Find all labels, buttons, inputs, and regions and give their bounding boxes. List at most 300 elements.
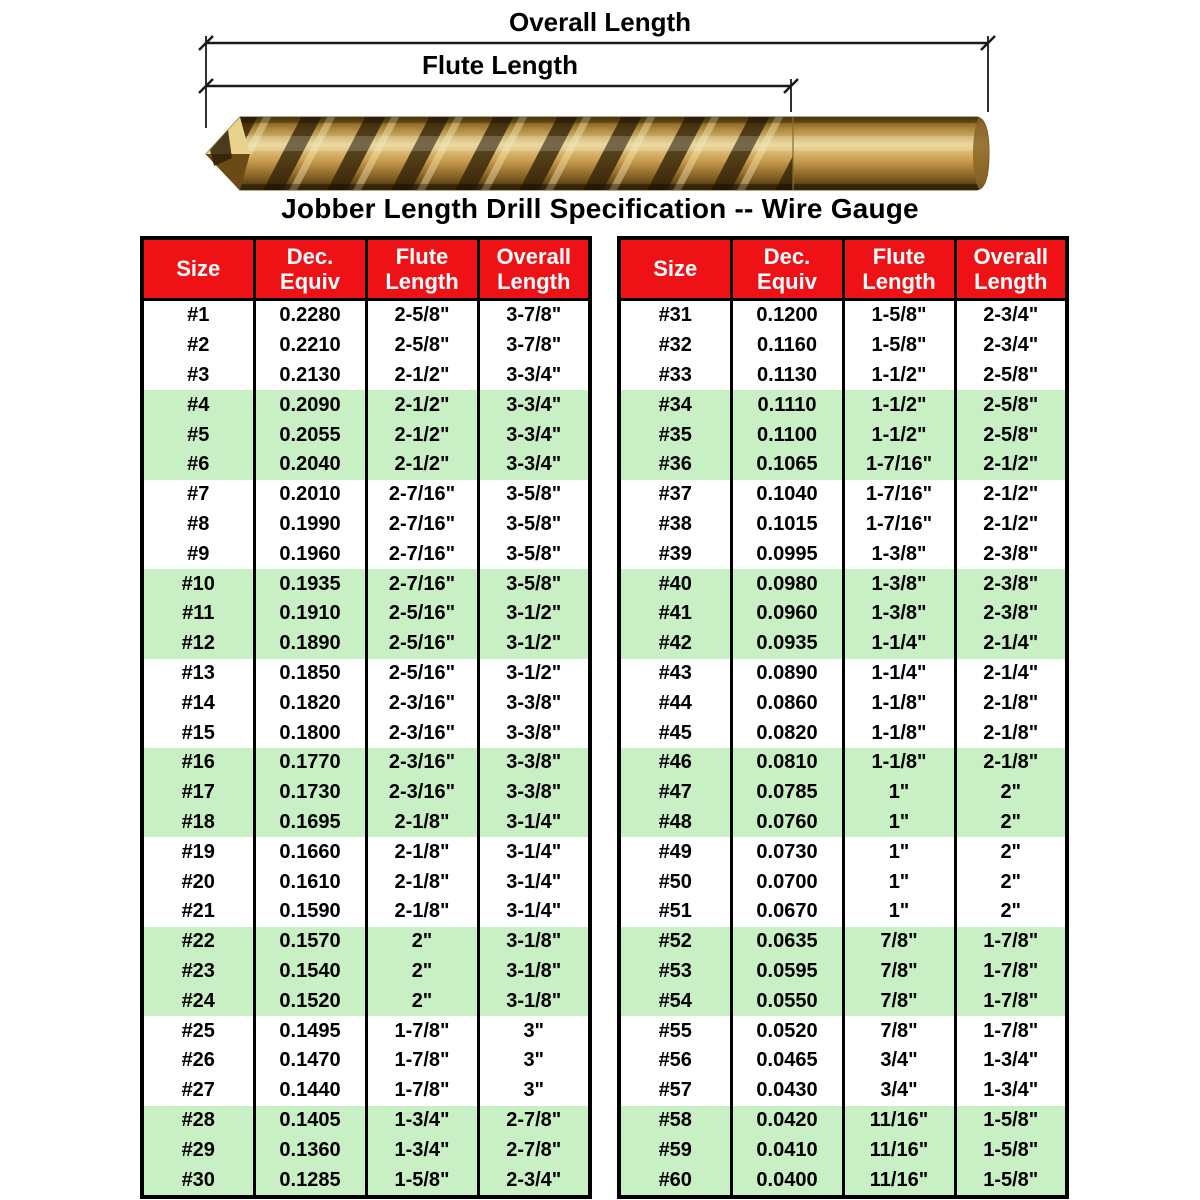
size-cell: #34 (619, 390, 731, 420)
flute-length-cell: 2-3/16" (366, 748, 478, 778)
table-row (142, 599, 590, 629)
flute-length-cell: 1-1/8" (843, 688, 955, 718)
flute-length-cell: 2-5/16" (366, 599, 478, 629)
overall-length-cell: 1-7/8" (955, 986, 1067, 1016)
flute-length-cell: 1-1/2" (843, 390, 955, 420)
flute-length-cell: 2-3/16" (366, 688, 478, 718)
overall-length-cell: 3-3/4" (478, 420, 590, 450)
flute-length-cell: 2-1/2" (366, 390, 478, 420)
table-row (142, 480, 590, 510)
dec-equiv-cell: 0.1160 (731, 331, 843, 361)
overall-length-cell: 2-5/8" (955, 390, 1067, 420)
overall-length-cell: 3-5/8" (478, 510, 590, 540)
overall-length-cell: 3-1/8" (478, 957, 590, 987)
size-cell: #59 (619, 1135, 731, 1165)
dec-equiv-cell: 0.0410 (731, 1135, 843, 1165)
size-cell: #17 (142, 778, 254, 808)
table-row (619, 1165, 1067, 1197)
flute-length-cell: 1" (843, 867, 955, 897)
overall-length-cell: 2-1/4" (955, 629, 1067, 659)
table-row (619, 778, 1067, 808)
table-row (619, 927, 1067, 957)
overall-length-cell: 2-3/8" (955, 539, 1067, 569)
dec-equiv-cell: 0.0890 (731, 659, 843, 689)
dec-equiv-cell: 0.1935 (254, 569, 366, 599)
overall-length-cell: 2-1/8" (955, 748, 1067, 778)
dec-equiv-cell: 0.1695 (254, 808, 366, 838)
column-header-overall-length: Overall Length (955, 238, 1067, 300)
flute-length-cell: 11/16" (843, 1165, 955, 1197)
size-cell: #54 (619, 986, 731, 1016)
table-row (142, 300, 590, 331)
table-row (142, 748, 590, 778)
table-row (619, 331, 1067, 361)
size-cell: #19 (142, 837, 254, 867)
size-cell: #40 (619, 569, 731, 599)
overall-length-cell: 3-7/8" (478, 300, 590, 331)
overall-length-cell: 2" (955, 867, 1067, 897)
overall-length-cell: 3-3/4" (478, 450, 590, 480)
flute-length-cell: 1-3/4" (366, 1135, 478, 1165)
dec-equiv-cell: 0.0935 (731, 629, 843, 659)
size-cell: #14 (142, 688, 254, 718)
overall-length-dimension (199, 7, 995, 128)
dec-equiv-cell: 0.1470 (254, 1046, 366, 1076)
table-row (142, 1165, 590, 1197)
table-row (619, 897, 1067, 927)
flute-length-cell: 11/16" (843, 1106, 955, 1136)
table-row (142, 420, 590, 450)
size-cell: #32 (619, 331, 731, 361)
table-row (142, 808, 590, 838)
size-cell: #60 (619, 1165, 731, 1197)
overall-length-cell: 3-3/8" (478, 688, 590, 718)
drill-table-sizes-31-60 (617, 236, 1069, 1199)
overall-length-cell: 2-1/2" (955, 510, 1067, 540)
table-row (142, 361, 590, 391)
flute-length-cell: 1-5/8" (843, 300, 955, 331)
size-cell: #22 (142, 927, 254, 957)
size-cell: #20 (142, 867, 254, 897)
overall-length-cell: 3-5/8" (478, 569, 590, 599)
overall-length-cell: 3-1/8" (478, 986, 590, 1016)
dec-equiv-cell: 0.0635 (731, 927, 843, 957)
size-cell: #15 (142, 718, 254, 748)
flute-length-cell: 1-1/2" (843, 361, 955, 391)
size-cell: #49 (619, 837, 731, 867)
dec-equiv-cell: 0.0810 (731, 748, 843, 778)
dec-equiv-cell: 0.1100 (731, 420, 843, 450)
table-row (619, 361, 1067, 391)
overall-length-cell: 3-1/4" (478, 867, 590, 897)
dec-equiv-cell: 0.1910 (254, 599, 366, 629)
size-cell: #31 (619, 300, 731, 331)
dec-equiv-cell: 0.0960 (731, 599, 843, 629)
overall-length-cell: 3-5/8" (478, 539, 590, 569)
dec-equiv-cell: 0.1800 (254, 718, 366, 748)
table-row (619, 1016, 1067, 1046)
table-row (619, 1076, 1067, 1106)
size-cell: #24 (142, 986, 254, 1016)
dec-equiv-cell: 0.1040 (731, 480, 843, 510)
overall-length-cell: 1-5/8" (955, 1135, 1067, 1165)
dec-equiv-cell: 0.1360 (254, 1135, 366, 1165)
table-row (142, 688, 590, 718)
overall-length-cell: 3-3/4" (478, 361, 590, 391)
overall-length-cell: 3-3/8" (478, 778, 590, 808)
size-cell: #10 (142, 569, 254, 599)
size-cell: #42 (619, 629, 731, 659)
overall-length-cell: 2" (955, 837, 1067, 867)
dec-equiv-cell: 0.0670 (731, 897, 843, 927)
flute-length-cell: 2" (366, 957, 478, 987)
dec-equiv-cell: 0.1440 (254, 1076, 366, 1106)
overall-length-cell: 1-7/8" (955, 957, 1067, 987)
size-cell: #29 (142, 1135, 254, 1165)
overall-length-cell: 3-1/4" (478, 808, 590, 838)
column-header-dec-equiv: Dec. Equiv (254, 238, 366, 300)
size-cell: #48 (619, 808, 731, 838)
dec-equiv-cell: 0.1110 (731, 390, 843, 420)
table-row (142, 1016, 590, 1046)
flute-length-cell: 1-7/16" (843, 450, 955, 480)
flute-length-cell: 2-3/16" (366, 718, 478, 748)
overall-length-cell: 2-1/2" (955, 450, 1067, 480)
overall-length-cell: 1-5/8" (955, 1106, 1067, 1136)
overall-length-cell: 1-7/8" (955, 1016, 1067, 1046)
size-cell: #21 (142, 897, 254, 927)
overall-length-cell: 2-5/8" (955, 420, 1067, 450)
flute-length-cell: 11/16" (843, 1135, 955, 1165)
column-header-overall-length: Overall Length (478, 238, 590, 300)
column-header-size: Size (619, 238, 731, 300)
table-row (142, 510, 590, 540)
flute-length-cell: 1-3/8" (843, 599, 955, 629)
dec-equiv-cell: 0.1820 (254, 688, 366, 718)
size-cell: #25 (142, 1016, 254, 1046)
overall-length-cell: 3-3/8" (478, 718, 590, 748)
dec-equiv-cell: 0.0550 (731, 986, 843, 1016)
table-row (619, 510, 1067, 540)
size-cell: #58 (619, 1106, 731, 1136)
dec-equiv-cell: 0.1850 (254, 659, 366, 689)
column-header-flute-length: Flute Length (366, 238, 478, 300)
flute-length-cell: 2-7/16" (366, 539, 478, 569)
size-cell: #53 (619, 957, 731, 987)
table-row (142, 1076, 590, 1106)
table-row (619, 808, 1067, 838)
table-row (619, 629, 1067, 659)
dec-equiv-cell: 0.1405 (254, 1106, 366, 1136)
overall-length-cell: 2-3/4" (955, 300, 1067, 331)
column-header-dec-equiv: Dec. Equiv (731, 238, 843, 300)
flute-length-cell: 1-7/16" (843, 480, 955, 510)
flute-length-cell: 2-1/8" (366, 897, 478, 927)
table-row (619, 1106, 1067, 1136)
size-cell: #51 (619, 897, 731, 927)
column-header-flute-length: Flute Length (843, 238, 955, 300)
overall-length-cell: 3-3/4" (478, 390, 590, 420)
flute-length-dimension (199, 50, 798, 112)
overall-length-cell: 2-3/8" (955, 599, 1067, 629)
size-cell: #16 (142, 748, 254, 778)
table-row (142, 1106, 590, 1136)
flute-length-cell: 2-1/2" (366, 450, 478, 480)
dec-equiv-cell: 0.1285 (254, 1165, 366, 1197)
table-row (142, 569, 590, 599)
flute-length-cell: 2-7/16" (366, 569, 478, 599)
size-cell: #36 (619, 450, 731, 480)
table-row (142, 778, 590, 808)
overall-length-cell: 2-1/8" (955, 688, 1067, 718)
dec-equiv-cell: 0.1890 (254, 629, 366, 659)
dec-equiv-cell: 0.0785 (731, 778, 843, 808)
size-cell: #38 (619, 510, 731, 540)
size-cell: #28 (142, 1106, 254, 1136)
table-row (619, 599, 1067, 629)
size-cell: #12 (142, 629, 254, 659)
table-row (619, 688, 1067, 718)
size-cell: #56 (619, 1046, 731, 1076)
overall-length-cell: 3-1/2" (478, 629, 590, 659)
flute-length-cell: 1-1/8" (843, 748, 955, 778)
flute-length-cell: 1" (843, 897, 955, 927)
overall-length-cell: 2-7/8" (478, 1106, 590, 1136)
dec-equiv-cell: 0.1540 (254, 957, 366, 987)
size-cell: #44 (619, 688, 731, 718)
overall-length-cell: 3" (478, 1016, 590, 1046)
drill-bit-illustration (196, 108, 995, 196)
overall-length-cell: 3-1/4" (478, 897, 590, 927)
dec-equiv-cell: 0.1200 (731, 300, 843, 331)
size-cell: #1 (142, 300, 254, 331)
flute-length-cell: 1-7/8" (366, 1016, 478, 1046)
flute-length-cell: 1" (843, 808, 955, 838)
size-cell: #7 (142, 480, 254, 510)
table-row (619, 300, 1067, 331)
flute-length-cell: 7/8" (843, 1016, 955, 1046)
flute-length-cell: 7/8" (843, 986, 955, 1016)
table-row (619, 1046, 1067, 1076)
dec-equiv-cell: 0.0700 (731, 867, 843, 897)
size-cell: #5 (142, 420, 254, 450)
table-row (619, 837, 1067, 867)
size-cell: #13 (142, 659, 254, 689)
table-row (619, 659, 1067, 689)
overall-length-cell: 3" (478, 1076, 590, 1106)
dec-equiv-cell: 0.1570 (254, 927, 366, 957)
table-header (142, 238, 590, 300)
dec-equiv-cell: 0.0860 (731, 688, 843, 718)
size-cell: #30 (142, 1165, 254, 1197)
overall-length-cell: 3-1/2" (478, 599, 590, 629)
size-cell: #9 (142, 539, 254, 569)
size-cell: #37 (619, 480, 731, 510)
flute-length-cell: 1-3/8" (843, 569, 955, 599)
table-row (619, 420, 1067, 450)
overall-length-cell: 2-7/8" (478, 1135, 590, 1165)
table-row (142, 837, 590, 867)
dec-equiv-cell: 0.1960 (254, 539, 366, 569)
flute-length-cell: 2-5/16" (366, 629, 478, 659)
flute-length-cell: 1-1/4" (843, 659, 955, 689)
size-cell: #41 (619, 599, 731, 629)
table-row (142, 1046, 590, 1076)
dec-equiv-cell: 0.1065 (731, 450, 843, 480)
table-row (142, 897, 590, 927)
overall-length-cell: 3-3/8" (478, 748, 590, 778)
page-title: Jobber Length Drill Specification -- Wire Gauge (281, 193, 919, 224)
flute-length-cell: 2" (366, 986, 478, 1016)
overall-length-cell: 3-1/4" (478, 837, 590, 867)
dec-equiv-cell: 0.1130 (731, 361, 843, 391)
size-cell: #2 (142, 331, 254, 361)
flute-length-label: Flute Length (422, 50, 578, 80)
size-cell: #57 (619, 1076, 731, 1106)
overall-length-cell: 3-7/8" (478, 331, 590, 361)
flute-length-cell: 2-1/8" (366, 808, 478, 838)
size-cell: #35 (619, 420, 731, 450)
flute-length-cell: 2" (366, 927, 478, 957)
size-cell: #47 (619, 778, 731, 808)
dec-equiv-cell: 0.0980 (731, 569, 843, 599)
dec-equiv-cell: 0.0760 (731, 808, 843, 838)
overall-length-cell: 3-1/2" (478, 659, 590, 689)
flute-length-cell: 2-5/8" (366, 331, 478, 361)
column-header-size: Size (142, 238, 254, 300)
table-row (142, 331, 590, 361)
flute-length-cell: 2-1/2" (366, 361, 478, 391)
dec-equiv-cell: 0.1990 (254, 510, 366, 540)
table-row (142, 629, 590, 659)
flute-length-cell: 2-5/16" (366, 659, 478, 689)
overall-length-cell: 1-5/8" (955, 1165, 1067, 1197)
flute-length-cell: 2-1/2" (366, 420, 478, 450)
size-cell: #52 (619, 927, 731, 957)
flute-length-cell: 7/8" (843, 927, 955, 957)
overall-length-cell: 2-1/2" (955, 480, 1067, 510)
flute-length-cell: 1-5/8" (843, 331, 955, 361)
dec-equiv-cell: 0.1015 (731, 510, 843, 540)
overall-length-cell: 2" (955, 778, 1067, 808)
flute-length-cell: 1" (843, 837, 955, 867)
dec-equiv-cell: 0.1770 (254, 748, 366, 778)
table-row (142, 867, 590, 897)
dec-equiv-cell: 0.0520 (731, 1016, 843, 1046)
table-row (142, 986, 590, 1016)
size-cell: #3 (142, 361, 254, 391)
table-row (142, 539, 590, 569)
size-cell: #18 (142, 808, 254, 838)
dec-equiv-cell: 0.1730 (254, 778, 366, 808)
table-row (142, 1135, 590, 1165)
size-cell: #23 (142, 957, 254, 987)
size-cell: #4 (142, 390, 254, 420)
dec-equiv-cell: 0.2010 (254, 480, 366, 510)
dec-equiv-cell: 0.2040 (254, 450, 366, 480)
overall-length-cell: 2-3/4" (478, 1165, 590, 1197)
overall-length-cell: 2-3/4" (955, 331, 1067, 361)
size-cell: #39 (619, 539, 731, 569)
flute-length-cell: 1-5/8" (366, 1165, 478, 1197)
overall-length-cell: 3" (478, 1046, 590, 1076)
table-row (142, 957, 590, 987)
overall-length-cell: 3-5/8" (478, 480, 590, 510)
flute-length-cell: 1-7/16" (843, 510, 955, 540)
dec-equiv-cell: 0.2280 (254, 300, 366, 331)
overall-length-cell: 2-5/8" (955, 361, 1067, 391)
flute-length-cell: 1-1/8" (843, 718, 955, 748)
dec-equiv-cell: 0.0400 (731, 1165, 843, 1197)
dec-equiv-cell: 0.1495 (254, 1016, 366, 1046)
overall-length-cell: 1-7/8" (955, 927, 1067, 957)
table-row (619, 569, 1067, 599)
overall-length-cell: 2-1/8" (955, 718, 1067, 748)
drill-table-sizes-1-30 (140, 236, 592, 1199)
dec-equiv-cell: 0.2090 (254, 390, 366, 420)
dec-equiv-cell: 0.1520 (254, 986, 366, 1016)
flute-length-cell: 2-3/16" (366, 778, 478, 808)
overall-length-cell: 3-1/8" (478, 927, 590, 957)
flute-length-cell: 1-1/2" (843, 420, 955, 450)
size-cell: #27 (142, 1076, 254, 1106)
flute-length-cell: 1" (843, 778, 955, 808)
dec-equiv-cell: 0.2055 (254, 420, 366, 450)
dec-equiv-cell: 0.0595 (731, 957, 843, 987)
size-cell: #33 (619, 361, 731, 391)
overall-length-cell: 2" (955, 808, 1067, 838)
dec-equiv-cell: 0.0730 (731, 837, 843, 867)
dec-equiv-cell: 0.2130 (254, 361, 366, 391)
table-row (142, 718, 590, 748)
table-row (619, 1135, 1067, 1165)
table-row (619, 748, 1067, 778)
table-row (619, 450, 1067, 480)
overall-length-label: Overall Length (508, 7, 692, 37)
table-row (142, 450, 590, 480)
overall-length-cell: 2-1/4" (955, 659, 1067, 689)
flute-length-cell: 3/4" (843, 1076, 955, 1106)
overall-length-cell: 2" (955, 897, 1067, 927)
flute-length-cell: 1-7/8" (366, 1046, 478, 1076)
flute-length-cell: 2-7/16" (366, 510, 478, 540)
flute-length-cell: 1-3/4" (366, 1106, 478, 1136)
overall-length-cell: 2-3/8" (955, 569, 1067, 599)
dec-equiv-cell: 0.1610 (254, 867, 366, 897)
size-cell: #6 (142, 450, 254, 480)
dec-equiv-cell: 0.0465 (731, 1046, 843, 1076)
dec-equiv-cell: 0.0995 (731, 539, 843, 569)
table-row (142, 390, 590, 420)
table-row (619, 539, 1067, 569)
size-cell: #50 (619, 867, 731, 897)
size-cell: #43 (619, 659, 731, 689)
table-row (619, 986, 1067, 1016)
table-row (619, 390, 1067, 420)
flute-length-cell: 2-5/8" (366, 300, 478, 331)
flute-length-cell: 1-3/8" (843, 539, 955, 569)
table-header (619, 238, 1067, 300)
size-cell: #8 (142, 510, 254, 540)
overall-length-cell: 1-3/4" (955, 1046, 1067, 1076)
dec-equiv-cell: 0.0430 (731, 1076, 843, 1106)
flute-length-cell: 1-7/8" (366, 1076, 478, 1106)
dec-equiv-cell: 0.1660 (254, 837, 366, 867)
flute-length-cell: 2-7/16" (366, 480, 478, 510)
size-cell: #45 (619, 718, 731, 748)
table-row (619, 480, 1067, 510)
flute-length-cell: 3/4" (843, 1046, 955, 1076)
